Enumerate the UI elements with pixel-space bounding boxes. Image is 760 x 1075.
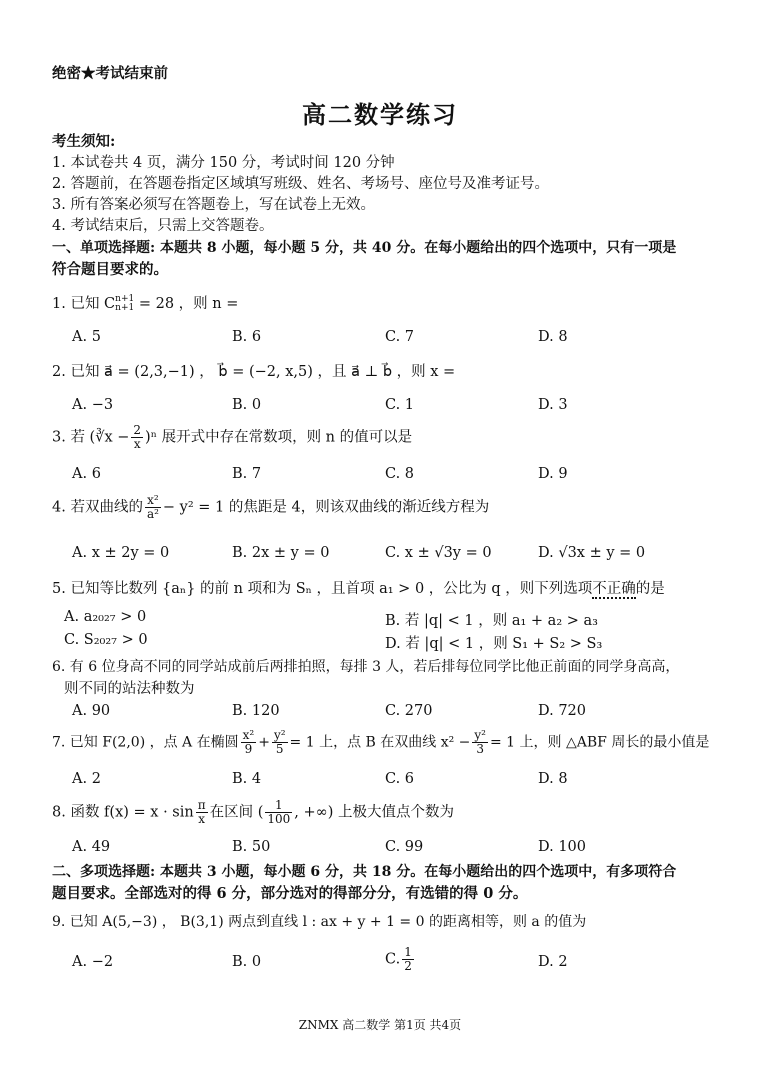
q5-option-b: B. 若 |q| < 1 ，则 a₁ + a₂ > a₃ — [385, 613, 598, 629]
notice-item: 3. 所有答案必须写在答题卷上，写在试卷上无效。 — [52, 197, 375, 213]
secret-label: 绝密★考试结束前 — [52, 65, 168, 82]
q7-text-mid: = 1 上，点 B 在双曲线 x² − — [289, 734, 471, 751]
q5-text: 5. 已知等比数列 {aₙ} 的前 n 项和为 Sₙ ，且首项 a₁ > 0 ，公比为 q ，则下列选项 — [52, 581, 593, 597]
q8-den-2: 100 — [267, 812, 291, 826]
q7-plus: + — [258, 734, 270, 751]
q9-option-c-label: C. — [385, 951, 401, 968]
q4-option-b: B. 2x ± y = 0 — [232, 545, 330, 561]
q8-text-mid: 在区间 ( — [209, 804, 264, 821]
q7-fraction-3 — [472, 729, 488, 756]
q1-option-b: B. 6 — [232, 329, 262, 345]
page-footer: ZNMX 高二数学 第1页 共4页 — [298, 1018, 462, 1032]
q4-text-post: − y² = 1 的焦距是 4，则该双曲线的渐近线方程为 — [162, 499, 490, 516]
q4-option-a: A. x ± 2y = 0 — [72, 545, 170, 561]
q7-fraction-1 — [241, 729, 257, 756]
notice-item: 2. 答题前，在答题卷指定区域填写班级、姓名、考场号、座位号及准考证号。 — [52, 176, 549, 192]
q5-option-d: D. 若 |q| < 1 ，则 S₁ + S₂ > S₃ — [385, 636, 603, 652]
q5-option-a: A. a₂₀₂₇ > 0 — [64, 609, 147, 625]
q8-fraction-1 — [196, 799, 208, 826]
q8-option-d: D. 100 — [538, 839, 587, 855]
q1-option-c: C. 7 — [385, 329, 415, 345]
q8-fraction-2 — [265, 799, 292, 826]
q8-den-1: x — [198, 812, 206, 826]
question-5 — [52, 579, 665, 599]
q2-option-a: A. −3 — [72, 397, 114, 413]
q1-sup: n+1 — [115, 294, 135, 304]
q2-option-d: D. 3 — [538, 397, 568, 413]
q4-option-c: C. x ± √3y = 0 — [385, 545, 492, 561]
q2-option-b: B. 0 — [232, 397, 262, 413]
q9-c-den: 2 — [404, 959, 412, 973]
q8-option-a: A. 49 — [72, 839, 111, 855]
q8-option-b: B. 50 — [232, 839, 271, 855]
q4-option-d: D. √3x ± y = 0 — [538, 545, 646, 561]
q4-numerator: x² — [145, 494, 161, 508]
q5-option-c: C. S₂₀₂₇ > 0 — [64, 632, 148, 648]
q8-option-c: C. 99 — [385, 839, 424, 855]
notice-heading: 考生须知: — [52, 133, 116, 150]
q1-sub: n+1 — [115, 303, 135, 313]
q4-fraction — [145, 494, 161, 521]
q3-text-post: )ⁿ 展开式中存在常数项，则 n 的值可以是 — [145, 429, 413, 446]
question-3 — [52, 424, 412, 451]
q7-num-1: x² — [242, 728, 255, 742]
q8-num-2: 1 — [265, 799, 292, 813]
q3-denominator: x — [133, 437, 141, 451]
q9-option-a: A. −2 — [72, 954, 114, 970]
section2-heading-cont: 题目要求。全部选对的得 6 分，部分选对的得部分分，有选错的得 0 分。 — [52, 885, 528, 902]
q7-text: 7. 已知 F(2,0) ，点 A 在椭圆 — [52, 734, 239, 751]
q9-option-c — [385, 946, 416, 973]
question-6-cont: 则不同的站法种数为 — [64, 681, 195, 697]
q3-text: 3. 若 (∛x − — [52, 429, 130, 446]
notice-item: 1. 本试卷共 4 页，满分 150 分，考试时间 120 分钟 — [52, 155, 395, 171]
q7-den-1: 9 — [244, 742, 253, 756]
q7-fraction-2 — [272, 729, 288, 756]
q6-option-c: C. 270 — [385, 703, 433, 719]
q7-option-a: A. 2 — [72, 771, 101, 787]
q8-text: 8. 函数 f(x) = x · sin — [52, 804, 194, 821]
q9-option-b: B. 0 — [232, 954, 262, 970]
q1-option-d: D. 8 — [538, 329, 568, 345]
question-4 — [52, 494, 489, 521]
section1-heading: 一、单项选择题: 本题共 8 小题，每小题 5 分，共 40 分。在每小题给出的四个选项中，只有一项是 — [52, 240, 677, 256]
q7-text-post: = 1 上，则 △ABF 周长的最小值是 — [490, 734, 710, 751]
q2-option-c: C. 1 — [385, 397, 415, 413]
q3-option-d: D. 9 — [538, 466, 568, 482]
question-2: 2. 已知 a⃗ = (2,3,−1) ， b⃗ = (−2, x,5) ，且 a⃗ ⊥ b⃗ ，则 x = — [52, 364, 456, 380]
q3-option-c: C. 8 — [385, 466, 415, 482]
q1-option-a: A. 5 — [72, 329, 101, 345]
q4-text: 4. 若双曲线的 — [52, 499, 143, 516]
q1-text: 1. 已知 C — [52, 296, 116, 312]
q7-den-2: 5 — [275, 742, 284, 756]
question-6: 6. 有 6 位身高不同的同学站成前后两排拍照，每排 3 人，若后排每位同学比他正前面的同学身高高， — [52, 659, 680, 675]
question-7 — [52, 729, 709, 756]
q6-option-b: B. 120 — [232, 703, 280, 719]
section2-heading: 二、多项选择题: 本题共 3 小题，每小题 6 分，共 18 分。在每小题给出的四个选项中，有多项符合 — [52, 864, 677, 880]
page-title: 高二数学练习 — [302, 100, 458, 129]
q3-option-b: B. 7 — [232, 466, 262, 482]
q6-option-d: D. 720 — [538, 703, 587, 719]
q9-c-num: 1 — [404, 945, 412, 959]
notice-item: 4. 考试结束后，只需上交答题卷。 — [52, 218, 274, 234]
q7-option-c: C. 6 — [385, 771, 415, 787]
q7-den-3: 3 — [476, 742, 485, 756]
q5-emphasis: 不正确 — [592, 581, 636, 597]
q7-num-3: y² — [474, 728, 486, 742]
q3-fraction — [131, 424, 143, 451]
q3-option-a: A. 6 — [72, 466, 101, 482]
q3-numerator: 2 — [133, 423, 142, 437]
q7-option-b: B. 4 — [232, 771, 262, 787]
q7-num-2: y² — [273, 728, 286, 742]
q8-text-post: , +∞) 上极大值点个数为 — [294, 804, 454, 821]
question-1 — [52, 294, 238, 314]
q4-denominator: a² — [146, 507, 159, 521]
q6-option-a: A. 90 — [72, 703, 111, 719]
question-9: 9. 已知 A(5,−3) ， B(3,1) 两点到直线 l : ax + y + 1 = 0 的距离相等，则 a 的值为 — [52, 914, 587, 930]
q8-num-1: π — [197, 798, 206, 812]
question-8 — [52, 799, 454, 826]
q5-text-post: 的是 — [635, 581, 665, 597]
q9-option-c-fraction — [402, 946, 414, 973]
q1-text-post: = 28 ，则 n = — [134, 296, 239, 312]
q7-option-d: D. 8 — [538, 771, 568, 787]
section1-heading-cont: 符合题目要求的。 — [52, 261, 168, 278]
q9-option-d: D. 2 — [538, 954, 568, 970]
